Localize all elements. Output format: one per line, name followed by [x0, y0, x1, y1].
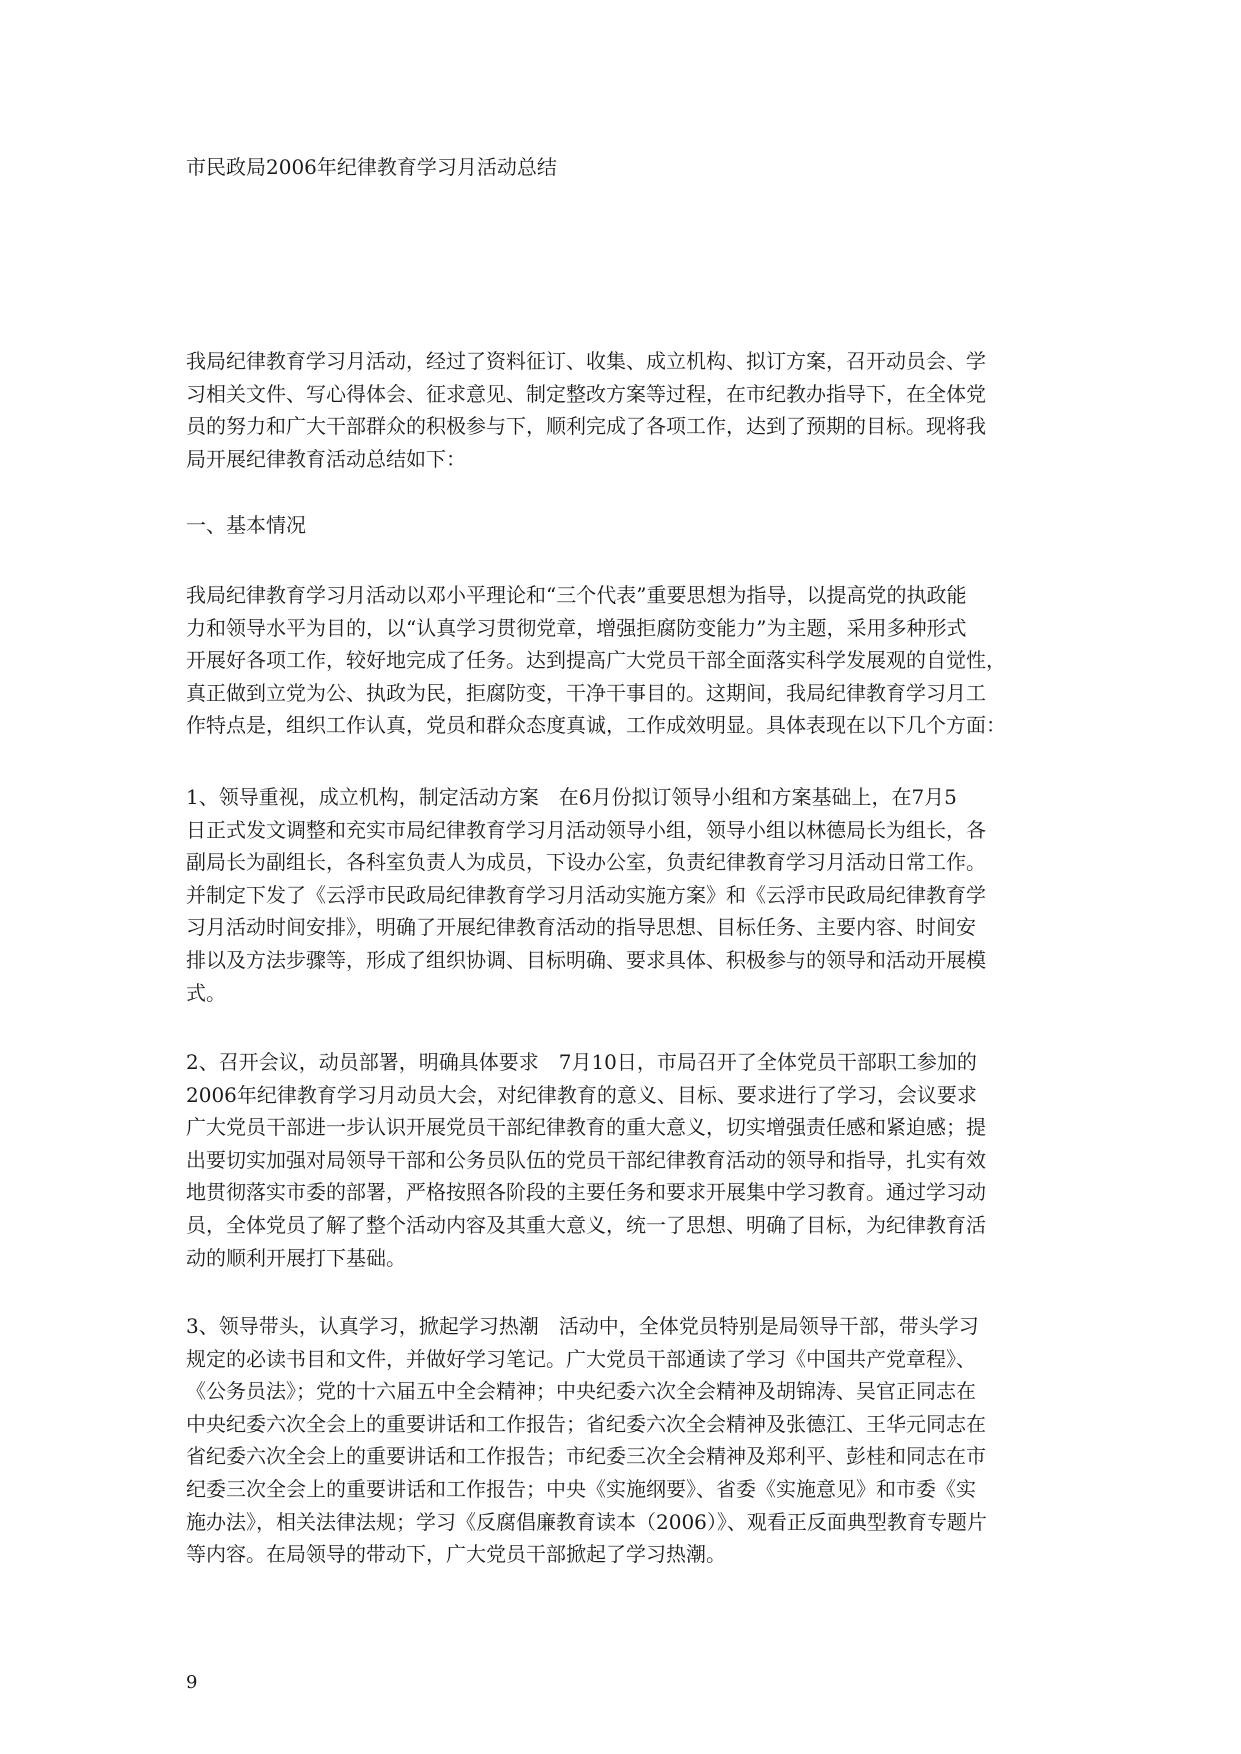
text-line: 习月活动时间安排》，明确了开展纪律教育活动的指导思想、目标任务、主要内容、时间安	[186, 915, 976, 940]
text-line: 习相关文件、写心得体会、征求意见、制定整改方案等过程，在市纪教办指导下，在全体党	[186, 381, 986, 406]
item1-paragraph	[186, 781, 1046, 1009]
text-line: 力和领导水平为目的，以“认真学习贯彻党章，增强拒腐防变能力”为主题，采用多种形式	[186, 615, 967, 640]
text-line: 地贯彻落实市委的部署，严格按照各阶段的主要任务和要求开展集中学习教育。通过学习动	[186, 1180, 986, 1205]
text-line: 员，全体党员了解了整个活动内容及其重大意义，统一了思想、明确了目标，为纪律教育活	[186, 1212, 986, 1237]
text-line: 局开展纪律教育活动总结如下：	[186, 446, 466, 471]
basic-paragraph	[186, 579, 1046, 742]
text-line: 1、领导重视，成立机构，制定活动方案 在6月份拟订领导小组和方案基础上，在7月5	[186, 785, 957, 809]
text-line: 式。	[186, 980, 226, 1005]
text-line: 中央纪委六次全会上的重要讲话和工作报告；省纪委六次全会精神及张德江、王华元同志在	[186, 1411, 986, 1436]
text-line: 并制定下发了《云浮市民政局纪律教育学习月活动实施方案》和《云浮市民政局纪律教育学	[186, 882, 986, 907]
text-line: 3、领导带头，认真学习，掀起学习热潮 活动中，全体党员特别是局领导干部，带头学习	[186, 1314, 979, 1338]
text-line: 2006年纪律教育学习月动员大会，对纪律教育的意义、目标、要求进行了学习，会议要求	[186, 1082, 977, 1107]
text-line: 2、召开会议，动员部署，明确具体要求 7月10日，市局召开了全体党员干部职工参加的	[186, 1050, 977, 1074]
text-line: 省纪委六次全会上的重要讲话和工作报告；市纪委三次全会精神及郑利平、彭桂和同志在市	[186, 1444, 986, 1469]
text-line: 《公务员法》；党的十六届五中全会精神；中央纪委六次全会精神及胡锦涛、吴官正同志在	[186, 1379, 976, 1404]
text-line: 员的努力和广大干部群众的积极参与下，顺利完成了各项工作，达到了预期的目标。现将我	[186, 414, 986, 439]
text-line: 开展好各项工作，较好地完成了任务。达到提高广大党员干部全面落实科学发展观的自觉性，	[186, 648, 1006, 673]
text-line: 规定的必读书目和文件，并做好学习笔记。广大党员干部通读了学习《中国共产党章程》、	[186, 1346, 976, 1371]
text-line: 出要切实加强对局领导干部和公务员队伍的党员干部纪律教育活动的领导和指导，扎实有效	[186, 1147, 986, 1172]
text-line: 动的顺利开展打下基础。	[186, 1245, 406, 1270]
intro-paragraph	[186, 345, 1046, 475]
text-line: 排以及方法步骤等，形成了组织协调、目标明确、要求具体、积极参与的领导和活动开展模	[186, 947, 986, 972]
text-line: 施办法》，相关法律法规；学习《反腐倡廉教育读本（2006）》、观看正反面典型教育专题片	[186, 1509, 987, 1534]
text-line: 我局纪律教育学习月活动，经过了资料征订、收集、成立机构、拟订方案，召开动员会、学	[186, 349, 986, 373]
text-line: 副局长为副组长，各科室负责人为成员，下设办公室，负责纪律教育学习月活动日常工作。	[186, 850, 986, 875]
document-title: 市民政局2006年纪律教育学习月活动总结	[186, 155, 557, 179]
text-line: 我局纪律教育学习月活动以邓小平理论和“三个代表”重要思想为指导，以提高党的执政能	[186, 583, 967, 607]
text-line: 日正式发文调整和充实市局纪律教育学习月活动领导小组，领导小组以林德局长为组长，各	[186, 817, 986, 842]
item2-paragraph	[186, 1046, 1046, 1274]
text-line: 纪委三次全会上的重要讲话和工作报告；中央《实施纲要》、省委《实施意见》和市委《实	[186, 1476, 976, 1501]
text-line: 作特点是，组织工作认真，党员和群众态度真诚，工作成效明显。具体表现在以下几个方面：	[186, 713, 1006, 738]
text-line: 真正做到立党为公、执政为民，拒腐防变，干净干事目的。这期间，我局纪律教育学习月工	[186, 680, 986, 705]
text-line: 等内容。在局领导的带动下，广大党员干部掀起了学习热潮。	[186, 1542, 726, 1567]
page-number: 9	[186, 1672, 198, 1693]
item3-paragraph	[186, 1310, 1046, 1571]
section-heading: 一、基本情况	[186, 513, 306, 537]
text-line: 广大党员干部进一步认识开展党员干部纪律教育的重大意义，切实增强责任感和紧迫感；提	[186, 1115, 986, 1140]
